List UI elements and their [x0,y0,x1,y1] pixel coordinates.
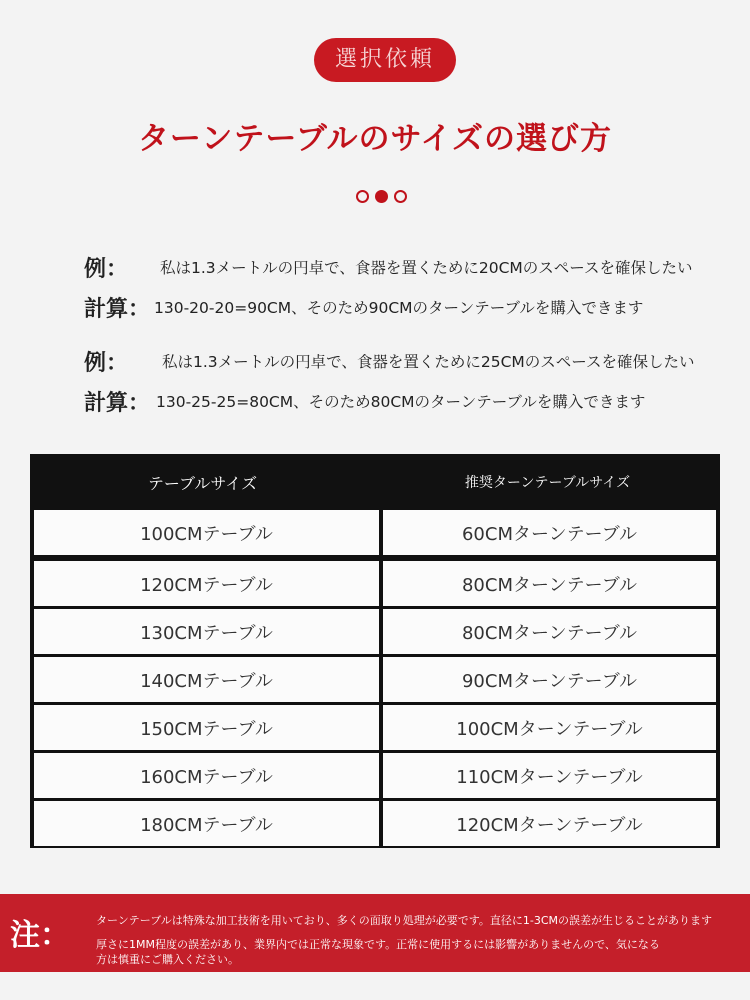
table-header [30,454,720,510]
size-table [30,454,720,848]
note-label: 注： [10,918,70,953]
dot-2-active [375,190,388,203]
note-line-2: 厚さに1MM程度の誤差があり、業界内では正常な現象です。正常に使用するには影響がありませんので、気になる [96,938,660,951]
turntable-size-cell: 100CMターンテーブル [383,705,716,750]
dot-1 [356,190,369,203]
table-size-cell: 160CMテーブル [34,753,379,798]
section-badge: 選択依頼 [314,38,456,82]
example-label: 例： [84,350,129,376]
header-table-size: テーブルサイズ [147,473,258,493]
pagination-dots [356,190,407,204]
page-title: ターンテーブルのサイズの選び方 [137,121,613,157]
table-size-cell: 140CMテーブル [34,657,379,702]
dot-3 [394,190,407,203]
example-text: 私は1.3メートルの円卓で、食器を置くために25CMのスペースを確保したい [162,353,695,371]
turntable-size-cell: 110CMターンテーブル [383,753,716,798]
example-text: 私は1.3メートルの円卓で、食器を置くために20CMのスペースを確保したい [160,259,693,277]
note-line-3: 方は慎重にご購入ください。 [96,953,239,966]
calc-label: 計算： [84,296,151,322]
example-block-2 [84,338,695,418]
table-size-cell: 120CMテーブル [34,561,379,606]
table-size-cell: 130CMテーブル [34,609,379,654]
table-size-cell: 180CMテーブル [34,801,379,846]
table-size-cell: 150CMテーブル [34,705,379,750]
calc-label: 計算： [84,390,151,416]
example-block-1 [84,244,693,324]
note-line-1: ターンテーブルは特殊な加工技術を用いており、多くの面取り処理が必要です。直径に1-3CMの誤差が生じることがあります [96,914,713,927]
note-banner [0,894,750,972]
calc-text: 130-20-20=90CM、そのため90CMのターンテーブルを購入できます [154,299,644,317]
turntable-size-cell: 60CMターンテーブル [383,510,716,555]
turntable-size-cell: 120CMターンテーブル [383,801,716,846]
table-size-cell: 100CMテーブル [34,510,379,555]
header-recommended-size: 推奨ターンテーブルサイズ [464,475,631,491]
turntable-size-cell: 80CMターンテーブル [383,609,716,654]
turntable-size-cell: 80CMターンテーブル [383,561,716,606]
turntable-size-cell: 90CMターンテーブル [383,657,716,702]
example-label: 例： [84,256,129,282]
calc-text: 130-25-25=80CM、そのため80CMのターンテーブルを購入できます [156,393,646,411]
